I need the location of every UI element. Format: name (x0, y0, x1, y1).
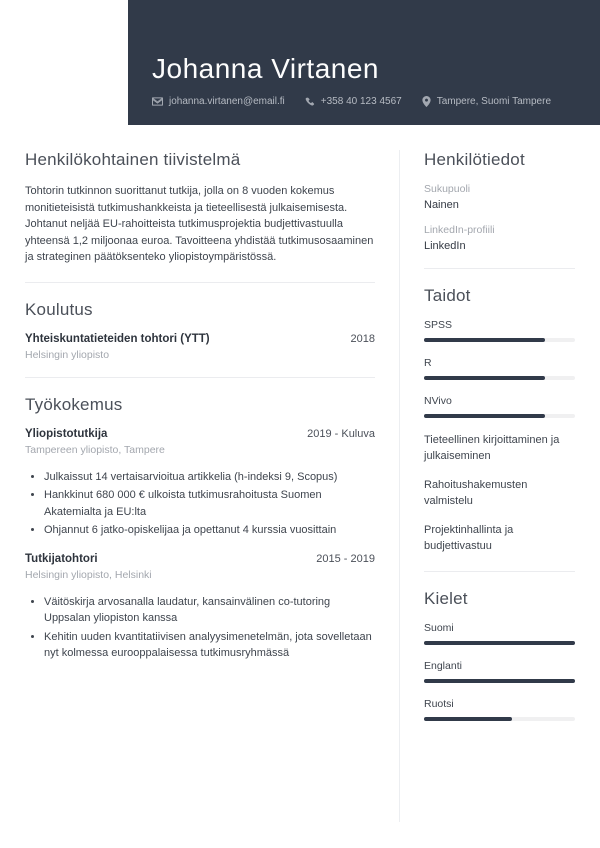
experience-title: Työkokemus (25, 394, 123, 414)
section-skills (424, 286, 575, 555)
job-bullets (25, 469, 375, 539)
skill-meter (424, 319, 575, 342)
job-org: Tampereen yliopisto, Tampere (25, 443, 165, 456)
contact-email (152, 96, 285, 107)
degree-title: Yhteiskuntatieteiden tohtori (YTT) (25, 332, 210, 345)
job-bullet: • Hankkinut 680 000 € ulkoista tutkimusrahoitusta Suomen Akatemialta ja EU:lta (44, 487, 375, 520)
languages-title: Kielet (424, 588, 468, 608)
detail-label: LinkedIn-profiili (424, 224, 495, 236)
contact-phone (305, 96, 402, 107)
skill-meter (424, 357, 575, 380)
job-bullet: • Julkaissut 14 vertaisarvioitua artikkelia (h-indeksi 9, Scopus) (44, 469, 375, 486)
person-name: Johanna Virtanen (152, 53, 379, 85)
contact-email-text: johanna.virtanen@email.fi (169, 96, 285, 107)
summary-text: Tohtorin tutkinnon suorittanut tutkija, jolla on 8 vuoden kokemus monitieteisistä tutkimushankkeista ja tieteellisestä julkaisemisesta. Johtanut neljää EU-rahoitteista tutkimusprojektia budjettivastuulla yhteensä 1,2 miljoonaa euroa. Tavoitteena yhdistää tutkimusosaaminen ja strateginen päätöksenteko yliopistoympäristössä. (25, 185, 374, 263)
location-icon (422, 96, 431, 107)
detail-value: LinkedIn (424, 240, 466, 252)
section-divider (424, 268, 575, 269)
language-bar-track (424, 717, 575, 721)
skill-plain: Tieteellinen kirjoittaminen ja julkaiseminen (424, 434, 560, 462)
detail-field (424, 224, 575, 252)
contact-phone-text: +358 40 123 4567 (320, 96, 402, 107)
contact-location-text: Tampere, Suomi Tampere (436, 96, 552, 107)
language-bar-track (424, 641, 575, 645)
job-title: Tutkijatohtori (25, 552, 98, 565)
job-org: Helsingin yliopisto, Helsinki (25, 568, 152, 581)
skill-name: SPSS (424, 319, 453, 331)
resume-header (128, 0, 600, 125)
email-icon (152, 97, 163, 106)
skill-plain: Projektinhallinta ja budjettivastuu (424, 523, 514, 552)
detail-label: Sukupuoli (424, 183, 471, 195)
summary-title: Henkilökohtainen tiivistelmä (25, 150, 241, 169)
skill-bar-track (424, 414, 575, 418)
side-column (424, 150, 575, 736)
section-languages (424, 589, 575, 721)
skill-name: NVivo (424, 395, 452, 407)
skill-bar-fill (424, 414, 545, 418)
skill-meter (424, 395, 575, 418)
language-meter (424, 660, 575, 683)
language-meter (424, 622, 575, 645)
job-date: 2019 - Kuluva (307, 427, 375, 440)
experience-entry (25, 428, 375, 539)
skill-bar-fill (424, 338, 545, 342)
language-name: Ruotsi (424, 697, 454, 710)
job-bullet: • Väitöskirja arvosanalla laudatur, kansainvälinen co-tutoring Uppsalan yliopiston kanssa (44, 594, 375, 627)
job-bullet: • Kehitin uuden kvantitatiivisen analyysimenetelmän, jota sovelletaan nyt kolmessa eurooppalaisessa tutkimusryhmässä (44, 629, 375, 662)
language-bar-fill (424, 641, 575, 645)
language-name: Suomi (424, 621, 454, 634)
job-bullets (25, 594, 375, 662)
detail-value: Nainen (424, 199, 459, 211)
experience-entry-head (25, 553, 375, 565)
section-summary (25, 150, 375, 266)
education-entry (25, 333, 375, 361)
skills-title: Taidot (424, 286, 471, 305)
section-divider (25, 282, 375, 283)
degree-date: 2018 (350, 332, 375, 345)
language-bar-fill (424, 679, 575, 683)
main-column (25, 150, 375, 676)
job-bullet: • Ohjannut 6 jatko-opiskelijaa ja opettanut 4 kurssia vuosittain (44, 522, 375, 539)
section-divider (25, 377, 375, 378)
section-experience (25, 395, 375, 662)
language-bar-track (424, 679, 575, 683)
language-meter (424, 698, 575, 721)
language-bar-fill (424, 717, 512, 721)
education-entry-head (25, 333, 375, 345)
skill-bar-track (424, 338, 575, 342)
skill-name: R (424, 357, 432, 369)
contact-location (422, 96, 551, 107)
section-education (25, 300, 375, 361)
job-title: Yliopistotutkija (25, 427, 108, 440)
experience-entry (25, 553, 375, 662)
column-divider (399, 150, 400, 822)
section-details (424, 150, 575, 252)
resume-body (0, 125, 600, 822)
experience-entry-head (25, 428, 375, 440)
education-title: Koulutus (25, 299, 93, 319)
detail-field (424, 183, 575, 211)
phone-icon (305, 97, 315, 107)
degree-school: Helsingin yliopisto (25, 348, 110, 361)
job-date: 2015 - 2019 (316, 552, 375, 565)
skill-bar-track (424, 376, 575, 380)
skill-plain: Rahoitushakemusten valmistelu (424, 478, 528, 507)
contact-row (152, 96, 576, 107)
language-name: Englanti (424, 659, 462, 672)
section-divider (424, 571, 575, 572)
details-title: Henkilötiedot (424, 150, 525, 169)
skill-bar-fill (424, 376, 545, 380)
